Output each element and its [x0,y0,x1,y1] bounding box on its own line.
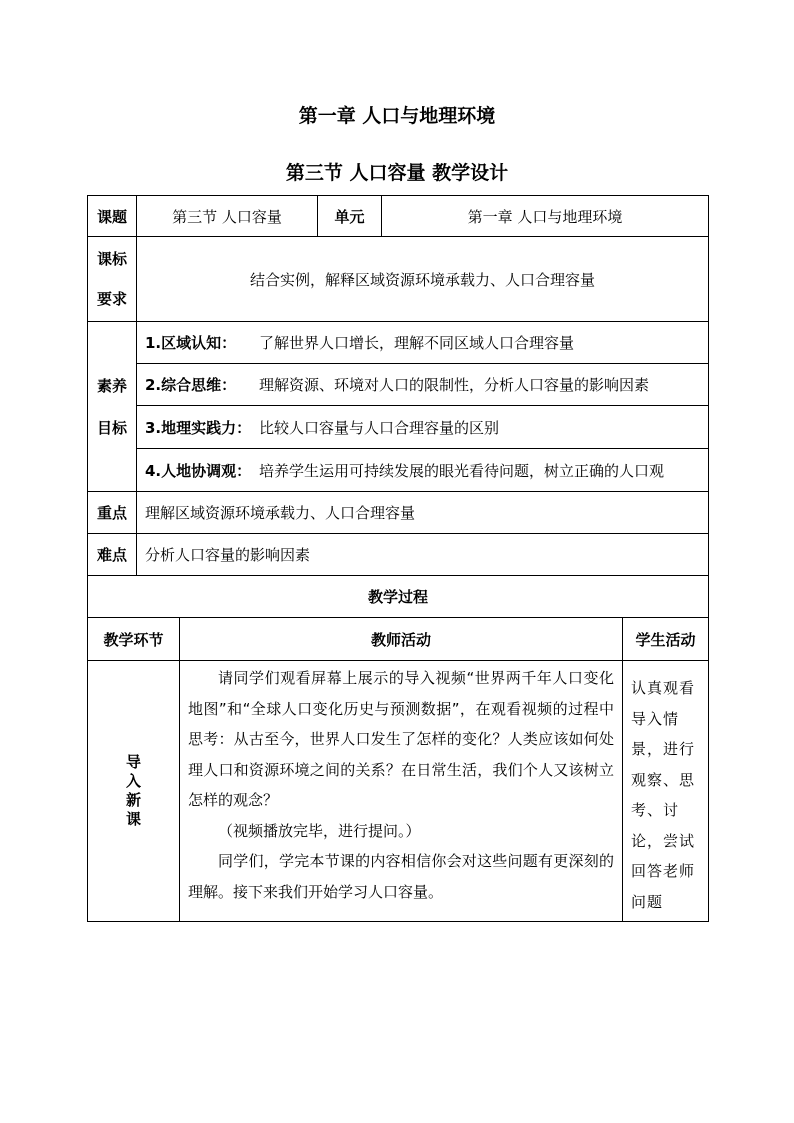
standard-label-line-1: 课标 [96,250,127,268]
lesson-info-table [87,195,709,576]
goal-cell [137,364,709,406]
stage-column-header: 教学环节 [88,618,180,661]
teacher-column-header: 教师活动 [180,618,623,661]
difficulty-label: 难点 [88,534,137,576]
difficulty-row [88,534,709,576]
difficulty-value: 分析人口容量的影响因素 [137,534,709,576]
stage-char: 新 [125,791,141,809]
goal-text: 比较人口容量与人口合理容量的区别 [259,418,500,437]
teacher-paragraph: （视频播放完毕，进行提问。） [218,821,421,840]
literacy-label [88,322,137,492]
literacy-label-line-1: 素养 [96,376,127,395]
process-row-intro [88,661,709,922]
goal-row-1 [88,322,709,364]
goal-label: 1.区域认知： [145,334,237,352]
topic-row [88,196,709,237]
goal-text: 理解资源、环境对人口的限制性，分析人口容量的影响因素 [259,376,650,394]
goal-text: 培养学生运用可持续发展的眼光看待问题，树立正确的人口观 [259,461,665,480]
unit-label: 单元 [318,196,382,237]
process-header-row [88,618,709,661]
key-value: 理解区域资源环境承载力、人口合理容量 [137,492,709,534]
teacher-paragraph: 请同学们观看屏幕上展示的导入视频“世界两千年人口变化地图”和“全球人口变化历史与预测数据”，在观看视频的过程中思考：从古至今，世界人口发生了怎样的变化？人类应该如何处理人口和资源环境之间的关系？在日常生活，我们个人又该树立怎样的观念？ [188,669,614,809]
goal-row-3 [88,406,709,449]
standard-label [88,237,137,322]
teacher-activity-cell [180,661,623,922]
goal-cell [137,406,709,449]
section-title: 第三节 人口容量 教学设计 [285,162,509,184]
topic-label: 课题 [88,196,137,237]
key-label: 重点 [88,492,137,534]
goal-label: 4.人地协调观： [145,461,252,480]
literacy-label-line-2: 目标 [96,418,127,437]
process-title: 教学过程 [88,576,709,618]
goal-label: 2.综合思维： [145,376,237,394]
teacher-paragraph: 同学们，学完本节课的内容相信你会对这些问题有更深刻的理解。接下来我们开始学习人口容量。 [188,852,614,901]
goal-cell [137,449,709,492]
chapter-title: 第一章 人口与地理环境 [298,105,496,127]
unit-value: 第一章 人口与地理环境 [382,196,709,237]
goal-cell [137,322,709,364]
goal-label: 3.地理实践力： [145,418,252,437]
topic-value: 第三节 人口容量 [137,196,318,237]
process-title-row [88,576,709,618]
standard-value: 结合实例，解释区域资源环境承载力、人口合理容量 [137,237,709,322]
goal-row-4 [88,449,709,492]
standard-label-line-2: 要求 [96,290,127,308]
teaching-process-table [87,575,709,922]
key-row [88,492,709,534]
stage-char: 导 [125,753,141,771]
goal-text: 了解世界人口增长，理解不同区域人口合理容量 [259,334,575,352]
goal-row-2 [88,364,709,406]
student-column-header: 学生活动 [623,618,709,661]
stage-char: 课 [125,810,141,828]
stage-cell [88,661,180,922]
student-activity-cell: 认真观看导入情景，进行观察、思考、讨论，尝试回答老师问题 [623,661,709,922]
stage-char: 入 [125,772,141,790]
standard-row [88,237,709,322]
